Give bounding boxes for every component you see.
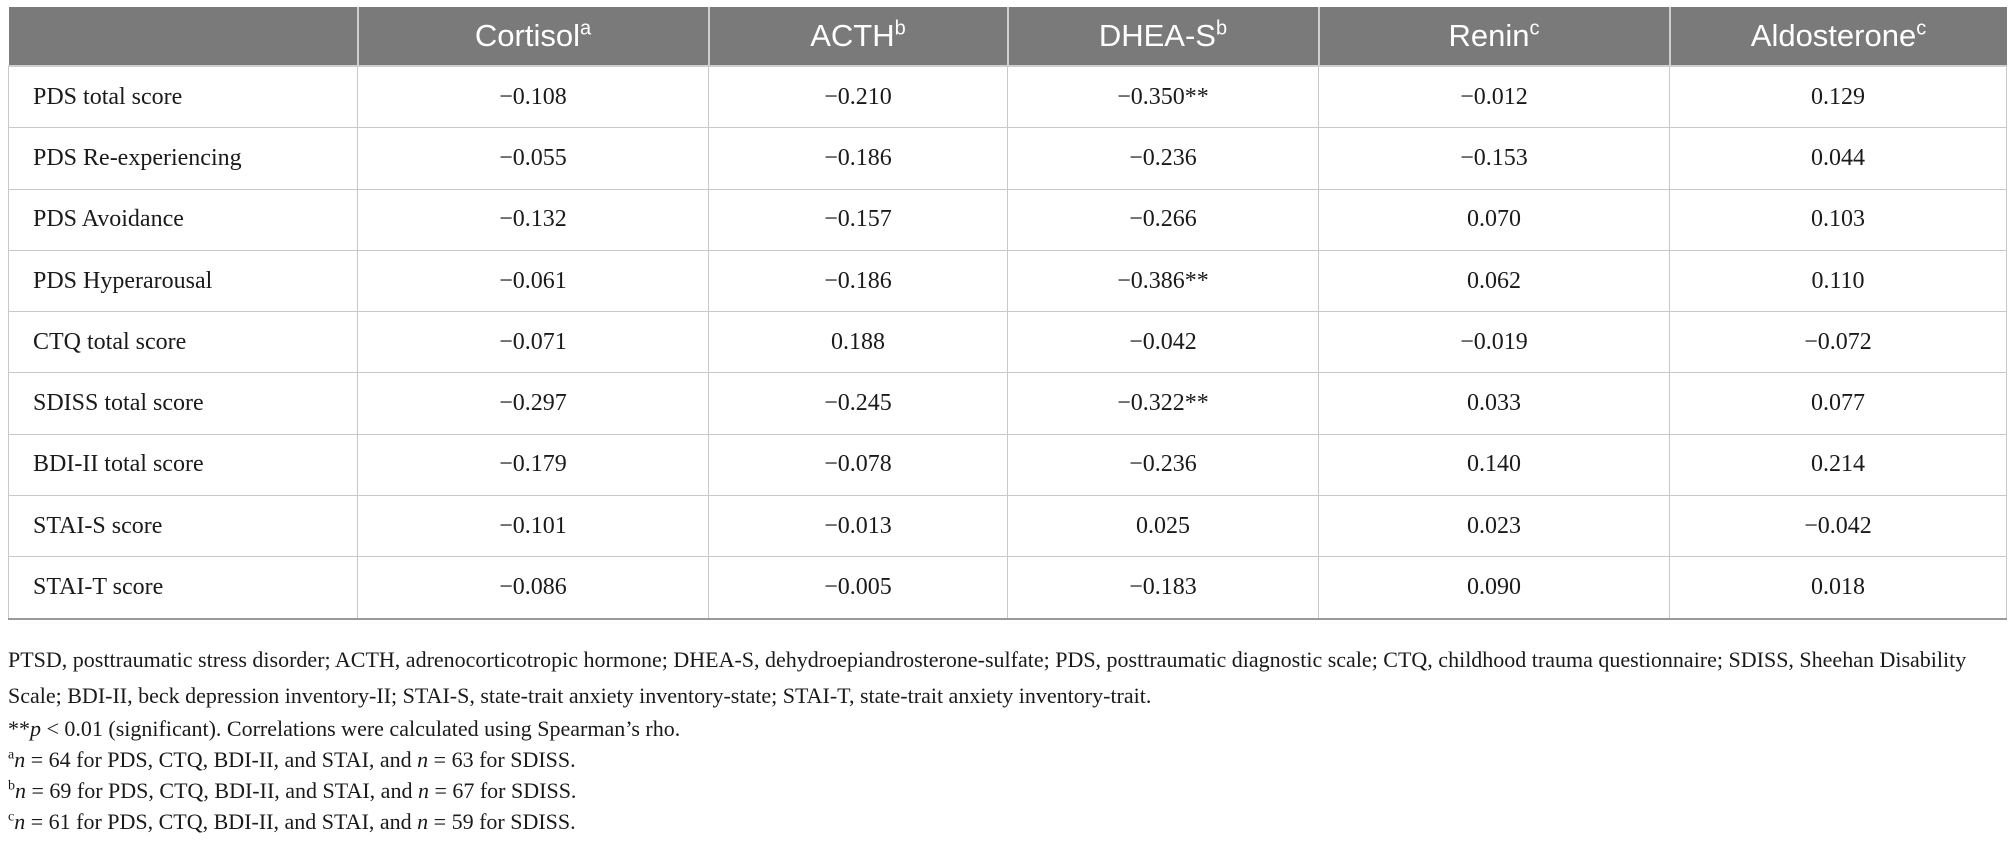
table-cell: −0.386** [1008, 250, 1319, 311]
footnote-n: n [15, 778, 26, 803]
significance-note [8, 713, 2008, 744]
table-cell: 0.188 [709, 312, 1008, 373]
table-cell: 0.090 [1319, 557, 1670, 619]
table-cell: −0.061 [358, 250, 709, 311]
footnote-a [8, 744, 2008, 775]
header-dhea-s [1008, 7, 1319, 66]
header-sup: b [894, 17, 906, 40]
table-body [9, 66, 2007, 619]
table-cell: −0.179 [358, 434, 709, 495]
table-cell: −0.236 [1008, 434, 1319, 495]
table-row [9, 250, 2007, 311]
header-name: Renin [1448, 18, 1530, 53]
table-cell: 0.103 [1670, 189, 2007, 250]
table-cell: −0.042 [1670, 496, 2007, 557]
table-row [9, 128, 2007, 189]
table-cell: 0.110 [1670, 250, 2007, 311]
header-name: ACTH [810, 18, 895, 53]
table-cell: −0.078 [709, 434, 1008, 495]
table-cell: 0.129 [1670, 66, 2007, 128]
table-cell: −0.266 [1008, 189, 1319, 250]
table-cell: −0.236 [1008, 128, 1319, 189]
footnote-text: = 61 for PDS, CTQ, BDI-II, and STAI, and [25, 809, 418, 834]
table-cell: 0.033 [1319, 373, 1670, 434]
table-cell: −0.183 [1008, 557, 1319, 619]
table-cell: −0.186 [709, 128, 1008, 189]
table-cell: −0.245 [709, 373, 1008, 434]
table-cell: −0.086 [358, 557, 709, 619]
significance-p: p [30, 716, 41, 741]
table-header [9, 7, 2007, 66]
table-row [9, 434, 2007, 495]
row-label: STAI-T score [9, 557, 358, 619]
table-cell: −0.157 [709, 189, 1008, 250]
footnote-n: n [14, 747, 26, 772]
footnote-text: = 63 for SDISS. [428, 747, 576, 772]
header-sup: a [579, 17, 592, 40]
table-cell: 0.214 [1670, 434, 2007, 495]
table-cell: −0.005 [709, 557, 1008, 619]
footnote-text: = 69 for PDS, CTQ, BDI-II, and STAI, and [26, 778, 418, 803]
table-cell: −0.132 [358, 189, 709, 250]
table-footnotes [8, 642, 2008, 837]
table-cell: −0.186 [709, 250, 1008, 311]
footnote-mark: a [8, 747, 15, 763]
table-cell: 0.062 [1319, 250, 1670, 311]
footnote-b [8, 775, 2008, 806]
table-row [9, 312, 2007, 373]
table-cell: −0.019 [1319, 312, 1670, 373]
table-cell: 0.140 [1319, 434, 1670, 495]
row-label: BDI-II total score [9, 434, 358, 495]
significance-text: < 0.01 (significant). Correlations were calculated using Spearman’s rho. [41, 716, 681, 741]
header-name: Cortisol [474, 18, 580, 53]
footnote-c [8, 806, 2008, 837]
footnote-n: n [14, 809, 26, 834]
header-row [9, 7, 2007, 66]
table-row [9, 66, 2007, 128]
table-cell: −0.350** [1008, 66, 1319, 128]
significance-prefix: ** [8, 716, 30, 741]
table-cell: −0.013 [709, 496, 1008, 557]
header-renin [1319, 7, 1670, 66]
footnote-n: n [417, 778, 429, 803]
table-cell: −0.322** [1008, 373, 1319, 434]
table-cell: −0.042 [1008, 312, 1319, 373]
correlation-table [8, 7, 2007, 620]
table-row [9, 557, 2007, 619]
table-cell: −0.101 [358, 496, 709, 557]
table-cell: −0.071 [358, 312, 709, 373]
row-label: PDS Avoidance [9, 189, 358, 250]
table-row [9, 373, 2007, 434]
row-label: PDS Re-experiencing [9, 128, 358, 189]
row-label: PDS total score [9, 66, 358, 128]
table-cell: −0.055 [358, 128, 709, 189]
table-cell: 0.077 [1670, 373, 2007, 434]
footnote-n: n [417, 809, 429, 834]
correlation-table-container [8, 7, 2006, 620]
table-cell: 0.070 [1319, 189, 1670, 250]
header-sup: c [1916, 17, 1927, 40]
header-sup: c [1529, 17, 1540, 40]
table-row [9, 496, 2007, 557]
footnote-mark: b [8, 778, 15, 794]
header-row-label-cell [9, 7, 358, 66]
table-cell: −0.012 [1319, 66, 1670, 128]
header-name: DHEA-S [1098, 18, 1216, 53]
row-label: CTQ total score [9, 312, 358, 373]
header-cortisol [358, 7, 709, 66]
row-label: PDS Hyperarousal [9, 250, 358, 311]
footnote-text: = 67 for SDISS. [428, 778, 577, 803]
header-acth [709, 7, 1008, 66]
table-cell: 0.044 [1670, 128, 2007, 189]
footnote-n: n [417, 747, 429, 772]
table-cell: −0.297 [358, 373, 709, 434]
row-label: STAI-S score [9, 496, 358, 557]
footnote-text: = 64 for PDS, CTQ, BDI-II, and STAI, and [25, 747, 418, 772]
footnote-mark: c [8, 809, 15, 825]
header-aldosterone [1670, 7, 2007, 66]
header-name: Aldosterone [1750, 18, 1917, 53]
table-cell: 0.018 [1670, 557, 2007, 619]
table-cell: −0.108 [358, 66, 709, 128]
header-sup: b [1216, 17, 1228, 40]
footnote-text: = 59 for SDISS. [428, 809, 576, 834]
row-label: SDISS total score [9, 373, 358, 434]
table-cell: −0.153 [1319, 128, 1670, 189]
table-cell: −0.210 [709, 66, 1008, 128]
table-cell: 0.023 [1319, 496, 1670, 557]
table-cell: 0.025 [1008, 496, 1319, 557]
table-row [9, 189, 2007, 250]
table-cell: −0.072 [1670, 312, 2007, 373]
abbreviations-note: PTSD, posttraumatic stress disorder; ACTH, adrenocorticotropic hormone; DHEA-S, dehydroepiandrosterone-sulfate; PDS, posttraumatic diagnostic scale; CTQ, childhood trauma questionnaire; SDISS, Sheehan Disability Scale; BDI-II, beck depression inventory-II; STAI-S, state-trait anxiety inventory-state; STAI-T, state-trait anxiety inventory-trait. [8, 647, 1967, 708]
